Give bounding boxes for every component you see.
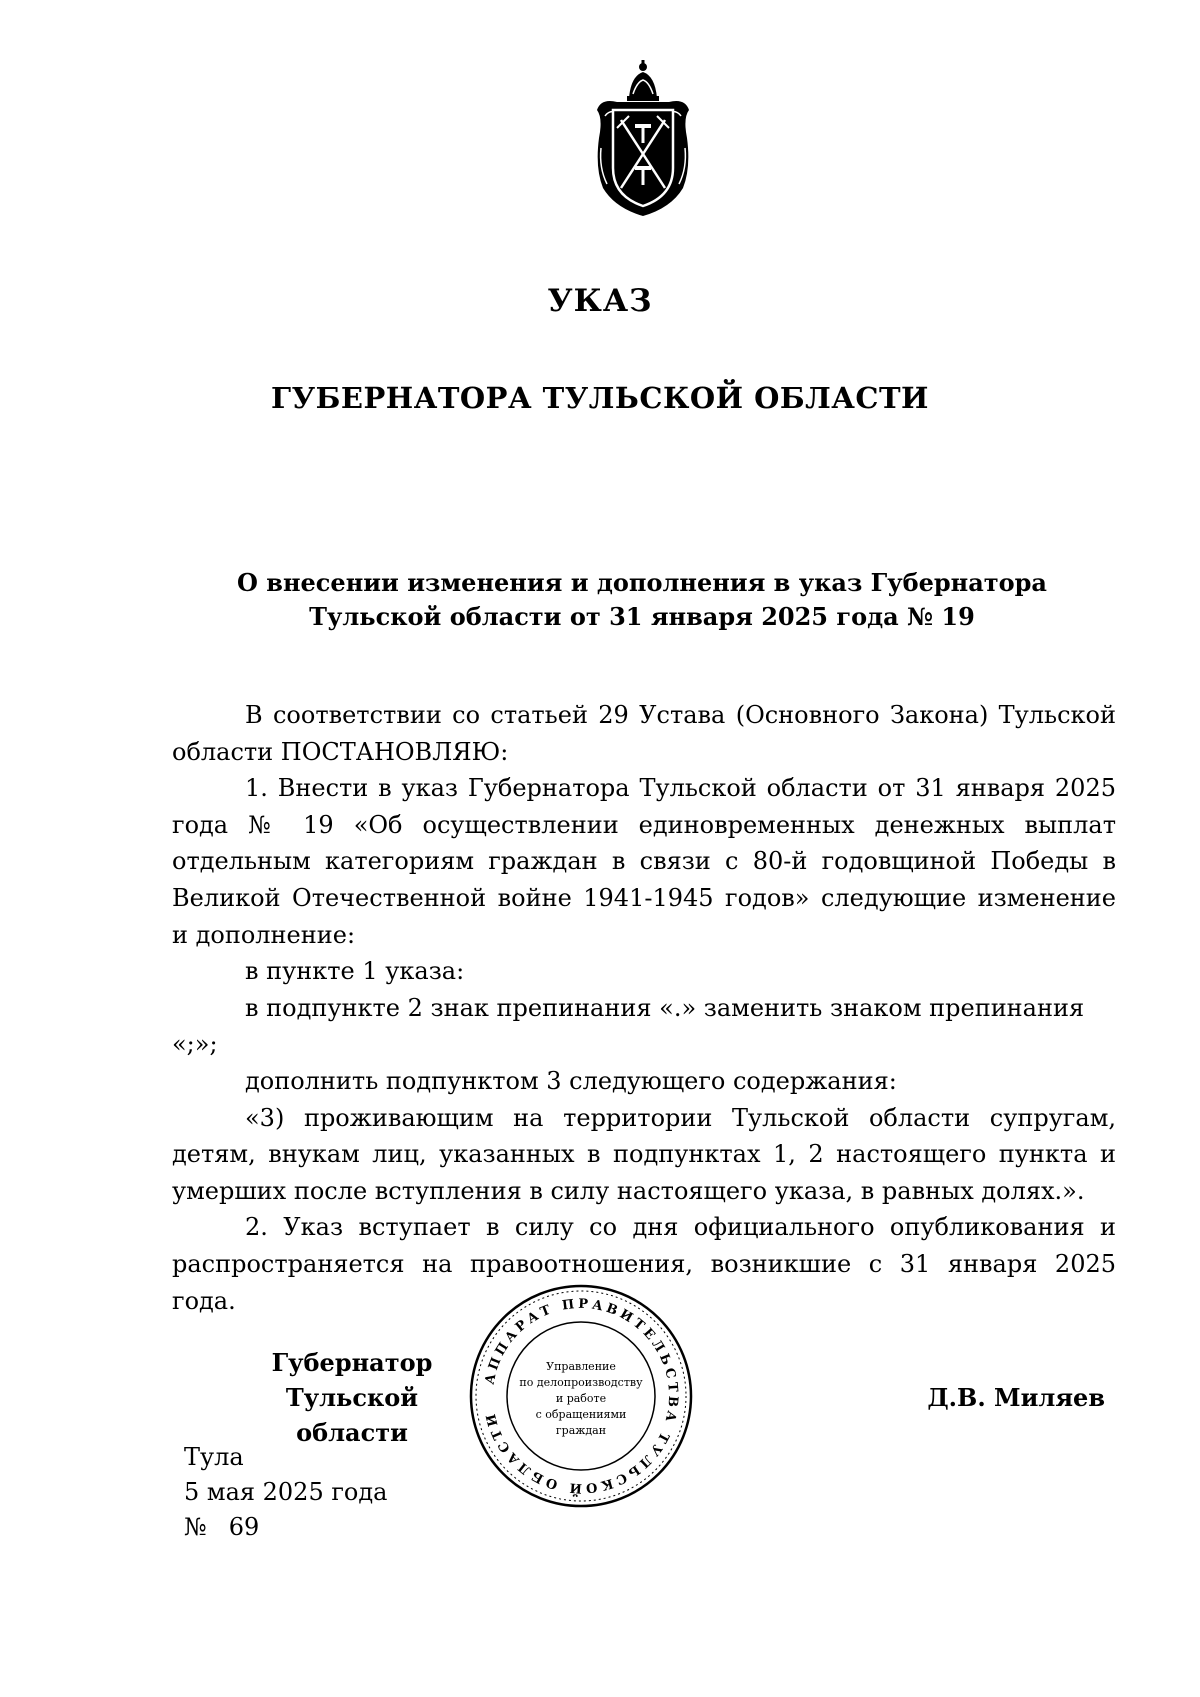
paragraph-item-2: 2. Указ вступает в силу со дня официального опубликования и распространяется на правоотношения, возникшие с 31 января 2025 года. bbox=[172, 1213, 1116, 1315]
paragraph-item-1: 1. Внести в указ Губернатора Тульской области от 31 января 2025 года № 19 «Об осуществлении единовременных денежных выплат отдельным категориям граждан в связи с 80-й годовщиной Победы в Великой Отечественной войне 1941-1945 годов» следующие изменение и дополнение: bbox=[172, 774, 1116, 949]
signatory-position bbox=[232, 1345, 472, 1450]
paragraph-subpoint-3-text: «3) проживающим на территории Тульской области супругам, детям, внукам лиц, указанных в подпунктах 1, 2 настоящего пункта и умерших после вступления в силу настоящего указа, в равных долях.». bbox=[172, 1103, 1116, 1205]
paragraph-subpoint-2: в подпункте 2 знак препинания «.» заменить знаком препинания «;»; bbox=[172, 993, 1085, 1059]
decree-issuer: ГУБЕРНАТОРА ТУЛЬСКОЙ ОБЛАСТИ bbox=[271, 381, 929, 415]
official-stamp bbox=[465, 1280, 697, 1512]
issue-number bbox=[184, 1510, 387, 1545]
stamp-center-line-4: с обращениями bbox=[535, 1408, 627, 1421]
paragraph-add-subpoint: дополнить подпунктом 3 следующего содержания: bbox=[245, 1066, 897, 1095]
stamp-ring-text: АППАРАТ ПРАВИТЕЛЬСТВА ТУЛЬСКОЙ ОБЛАСТИ bbox=[482, 1296, 681, 1496]
stamp-center-line-1: Управление bbox=[546, 1360, 616, 1373]
subject-line-1: О внесении изменения и дополнения в указ Губернатора bbox=[237, 568, 1047, 597]
paragraph-point-1: в пункте 1 указа: bbox=[245, 957, 465, 986]
subject-line-2: Тульской области от 31 января 2025 года № 19 bbox=[309, 602, 975, 631]
issue-city: Тула bbox=[184, 1443, 244, 1471]
issue-number-value: 69 bbox=[228, 1513, 260, 1541]
signatory-position-line-1: Губернатор bbox=[271, 1348, 433, 1377]
issue-number-sign: № bbox=[184, 1513, 207, 1541]
coat-of-arms-icon bbox=[587, 58, 699, 220]
decree-subject bbox=[172, 566, 1112, 634]
signatory-position-line-2: Тульской области bbox=[285, 1383, 419, 1447]
issue-date: 5 мая 2025 года bbox=[184, 1478, 388, 1506]
decree-body bbox=[172, 697, 1116, 1319]
issue-details bbox=[184, 1440, 387, 1545]
stamp-center-line-5: граждан bbox=[555, 1424, 607, 1437]
signatory-name: Д.В. Миляев bbox=[927, 1383, 1105, 1412]
decree-title: УКАЗ bbox=[547, 283, 653, 319]
stamp-center-line-2: по делопроизводству bbox=[519, 1376, 643, 1389]
paragraph-preamble: В соответствии со статьей 29 Устава (Основного Закона) Тульской области ПОСТАНОВЛЯЮ: bbox=[172, 701, 1116, 766]
stamp-center-line-3: и работе bbox=[555, 1392, 607, 1405]
